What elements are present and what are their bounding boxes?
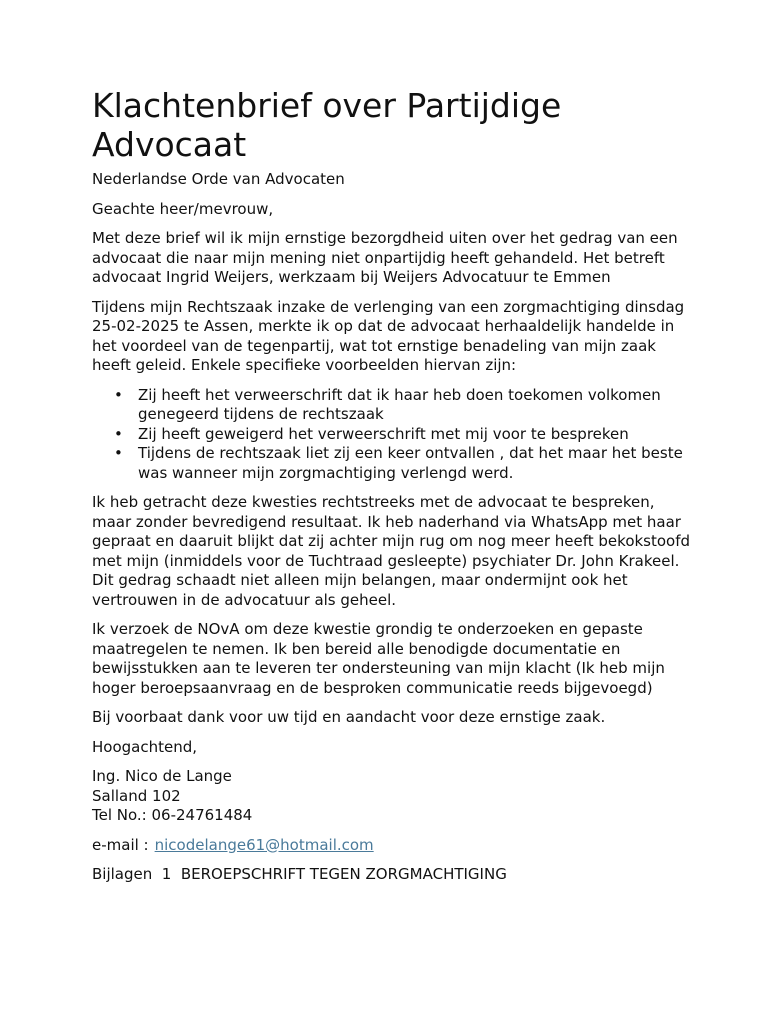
email-label: e-mail : (92, 835, 149, 854)
attachments-line: Bijlagen 1 BEROEPSCHRIFT TEGEN ZORGMACHTIGING (92, 865, 507, 883)
incident-paragraph: Tijdens mijn Rechtszaak inzake de verlenging van een zorgmachtiging dinsdag 25-02-2025 te Assen, merkte ik op dat de advocaat herhaaldelijk handelde in het voordeel van de tegenpartij, wat tot ernstige benadeling van mijn zaak heeft geleid. Enkele specifieke voorbeelden hiervan zijn: (92, 297, 685, 374)
intro-paragraph: Met deze brief wil ik mijn ernstige bezorgdheid uiten over het gedrag van een advocaat die naar mijn mening niet onpartijdig heeft gehandeld. Het betreft advocaat Ingrid Weijers, werkzaam bij Weijers Advocatuur te Emmen (92, 229, 678, 286)
signature-phone: Tel No.: 06-24761484 (92, 806, 253, 824)
bullet-icon: • (114, 385, 123, 404)
salutation: Geachte heer/mevrouw, (92, 199, 274, 218)
closing-line: Hoogachtend, (92, 737, 198, 756)
list-item (92, 444, 692, 483)
recipient-line: Nederlandse Orde van Advocaten (92, 170, 345, 188)
attempt-paragraph: Ik heb getracht deze kwesties rechtstreeks met de advocaat te bespreken, maar zonder bevredigend resultaat. Ik heb naderhand via WhatsApp met haar gepraat en daaruit blijkt dat zij achter mijn rug om nog meer heeft bekokstoofd met mijn (inmiddels voor de Tuchtraad gesleepte) psychiater Dr. John Krakeel. Dit gedrag schaadt niet alleen mijn belangen, maar ondermijnt ook het vertrouwen in de advocatuur als geheel. (92, 493, 691, 609)
letter-title: Klachtenbrief over Partijdige Advocaat (92, 86, 562, 164)
list-item-text: Zij heeft het verweerschrift dat ik haar heb doen toekomen volkomen genegeerd tijdens de rechtszaak (138, 385, 661, 423)
request-paragraph: Ik verzoek de NOvA om deze kwestie grondig te onderzoeken en gepaste maatregelen te nemen. Ik ben bereid alle benodigde documentatie en bewijsstukken aan te leveren ter ondersteuning van mijn klacht (Ik heb mijn hoger beroepsaanvraag en de besproken communicatie reeds bijgevoegd) (92, 620, 665, 697)
list-item-text: Zij heeft geweigerd het verweerschrift met mij voor te bespreken (138, 424, 629, 443)
signature-address: Salland 102 (92, 786, 181, 805)
list-item (92, 425, 692, 445)
email-line (92, 836, 692, 856)
letter-page (92, 86, 692, 895)
list-item-text: Tijdens de rechtszaak liet zij een keer ontvallen , dat het maar het beste was wanneer mijn zorgmachtiging verlengd werd. (138, 444, 683, 482)
email-link[interactable]: nicodelange61@hotmail.com (154, 835, 374, 854)
thanks-paragraph: Bij voorbaat dank voor uw tijd en aandacht voor deze ernstige zaak. (92, 708, 606, 726)
examples-list (92, 386, 692, 484)
signature-name: Ing. Nico de Lange (92, 767, 232, 785)
bullet-icon: • (114, 444, 123, 462)
list-item (92, 386, 692, 425)
bullet-icon: • (114, 424, 123, 443)
signature-block (92, 767, 692, 826)
